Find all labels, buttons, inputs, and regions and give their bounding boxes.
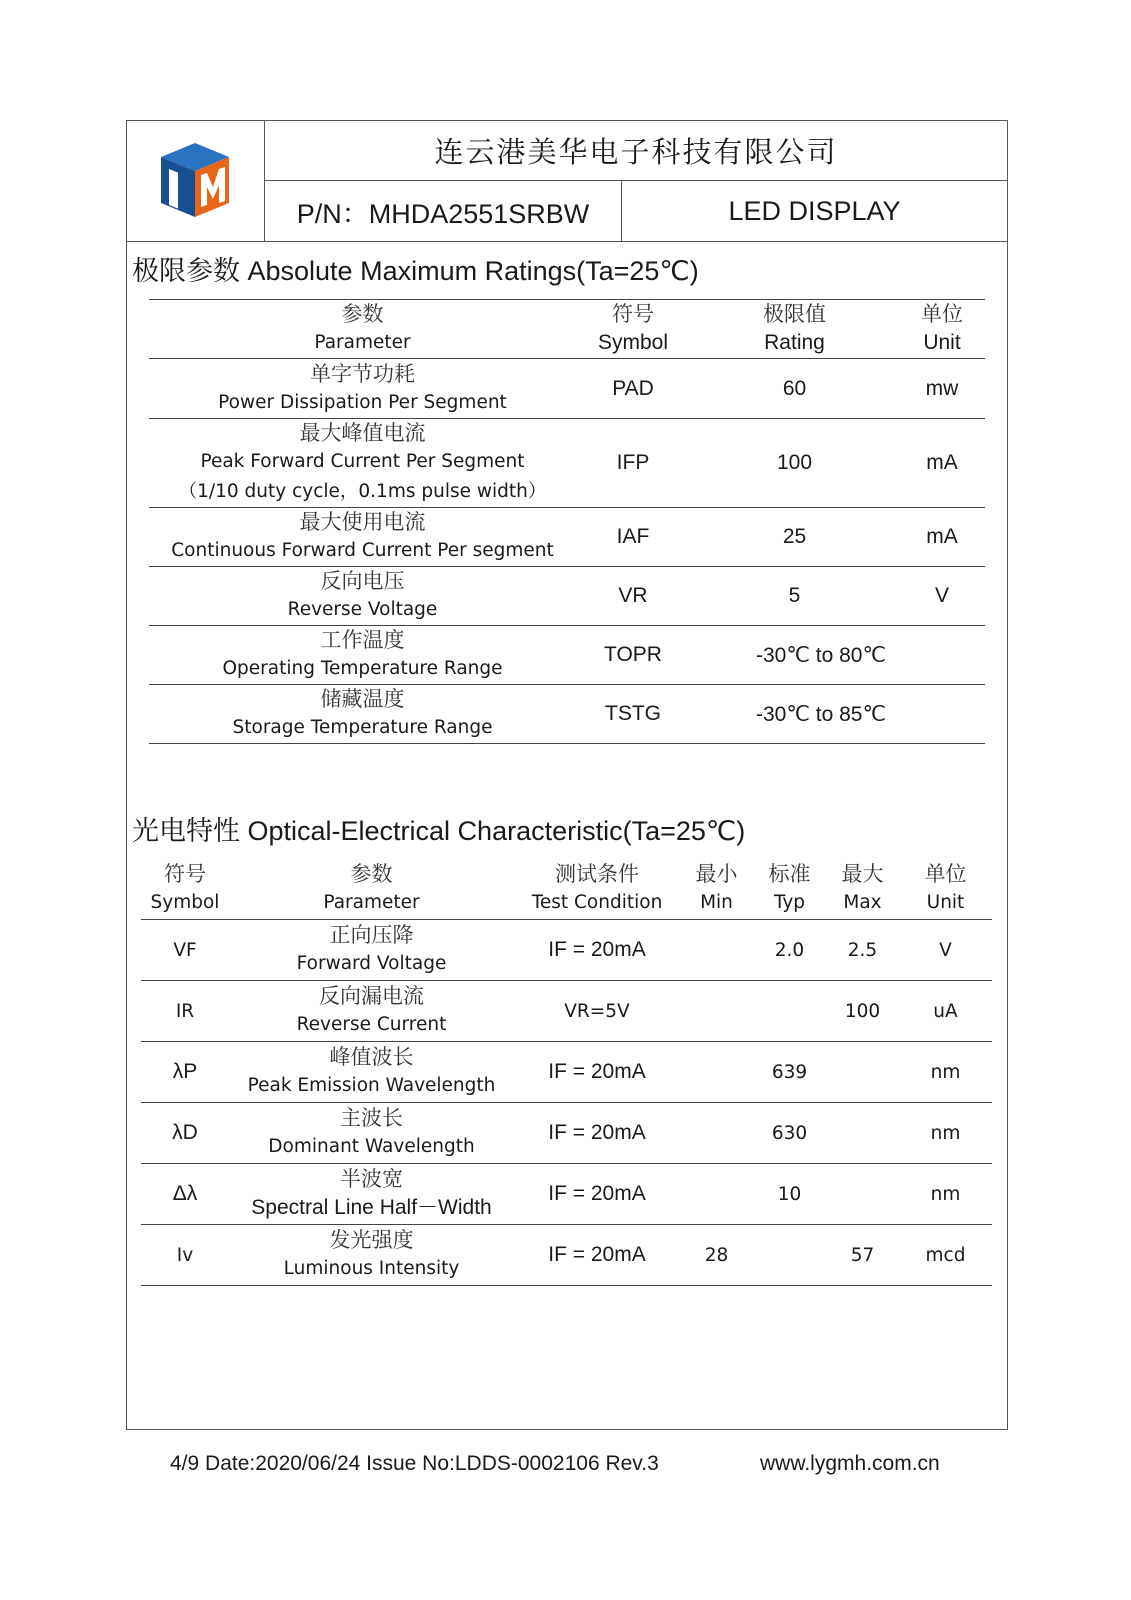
table-row — [149, 508, 985, 567]
table-row — [141, 981, 992, 1042]
param-cell: 主波长 Dominant Wavelength — [229, 1103, 514, 1164]
table-row — [141, 1164, 992, 1225]
mh-logo-icon — [157, 139, 233, 221]
min-cell: 28 — [680, 1225, 753, 1286]
condition-cell: IF = 20mA — [514, 1042, 680, 1103]
typ-cell — [753, 981, 826, 1042]
unit-cell: V — [899, 920, 992, 981]
typ-cell: 630 — [753, 1103, 826, 1164]
max-cell — [826, 1164, 899, 1225]
param-cell: 储藏温度 Storage Temperature Range — [149, 685, 576, 744]
header-min: 最小 Min — [680, 859, 753, 920]
header-parameter: 参数 Parameter — [149, 300, 576, 359]
footer-doc-info: 4/9 Date:2020/06/24 Issue No:LDDS-0002106 Rev.3 — [170, 1452, 659, 1475]
header-unit: 单位 Unit — [899, 859, 992, 920]
table-row — [149, 359, 985, 419]
max-cell: 57 — [826, 1225, 899, 1286]
amr-section-title: 极限参数 Absolute Maximum Ratings(Ta=25℃) — [132, 256, 699, 286]
unit-cell: nm — [899, 1164, 992, 1225]
rating-cell: 100 — [690, 419, 899, 508]
table-row — [149, 626, 985, 685]
table-row — [141, 1042, 992, 1103]
table-row — [141, 1103, 992, 1164]
param-cell: 工作温度 Operating Temperature Range — [149, 626, 576, 685]
unit-cell: nm — [899, 1042, 992, 1103]
param-cell: 反向漏电流 Reverse Current — [229, 981, 514, 1042]
param-cell: 反向电压 Reverse Voltage — [149, 567, 576, 626]
part-number: P/N：MHDA2551SRBW — [265, 181, 622, 241]
condition-cell: IF = 20mA — [514, 920, 680, 981]
header-symbol: 符号 Symbol — [576, 300, 690, 359]
min-cell — [680, 1103, 753, 1164]
table-row — [149, 685, 985, 744]
param-cell: 最大使用电流 Continuous Forward Current Per segment — [149, 508, 576, 567]
symbol-cell: VR — [576, 567, 690, 626]
rating-cell: 25 — [690, 508, 899, 567]
absolute-max-ratings-table — [149, 299, 985, 744]
symbol-cell: λD — [141, 1103, 229, 1164]
logo-cell — [127, 121, 265, 241]
max-cell — [826, 1042, 899, 1103]
param-cell: 最大峰值电流 Peak Forward Current Per Segment （1/10 duty cycle，0.1ms pulse width） — [149, 419, 576, 508]
oec-section-title: 光电特性 Optical-Electrical Characteristic(Ta=25℃) — [132, 816, 746, 846]
min-cell — [680, 920, 753, 981]
rating-cell: 60 — [690, 359, 899, 419]
typ-cell — [753, 1225, 826, 1286]
max-cell: 2.5 — [826, 920, 899, 981]
param-cell: 正向压降 Forward Voltage — [229, 920, 514, 981]
header-symbol: 符号 Symbol — [141, 859, 229, 920]
param-cell: 半波宽 Spectral Line Half－Width — [229, 1164, 514, 1225]
min-cell — [680, 981, 753, 1042]
unit-cell: V — [899, 567, 985, 626]
unit-cell: mA — [899, 419, 985, 508]
table-row — [149, 567, 985, 626]
table-header-row — [141, 859, 992, 920]
param-cell: 单字节功耗 Power Dissipation Per Segment — [149, 359, 576, 419]
table-row — [141, 920, 992, 981]
min-cell — [680, 1042, 753, 1103]
param-cell: 峰值波长 Peak Emission Wavelength — [229, 1042, 514, 1103]
header-parameter: 参数 Parameter — [229, 859, 514, 920]
symbol-cell: Δλ — [141, 1164, 229, 1225]
condition-cell: IF = 20mA — [514, 1225, 680, 1286]
symbol-cell: IFP — [576, 419, 690, 508]
unit-cell: mA — [899, 508, 985, 567]
header-divider — [127, 241, 1007, 242]
typ-cell: 2.0 — [753, 920, 826, 981]
symbol-cell: VF — [141, 920, 229, 981]
symbol-cell: Iv — [141, 1225, 229, 1286]
table-row — [141, 1225, 992, 1286]
condition-cell: IF = 20mA — [514, 1103, 680, 1164]
symbol-cell: λP — [141, 1042, 229, 1103]
table-header-row — [149, 300, 985, 359]
optical-electrical-table — [141, 859, 992, 1286]
condition-cell: IF = 20mA — [514, 1164, 680, 1225]
unit-cell: mcd — [899, 1225, 992, 1286]
header-test-condition: 测试条件 Test Condition — [514, 859, 680, 920]
header-rating: 极限值 Rating — [690, 300, 899, 359]
min-cell — [680, 1164, 753, 1225]
condition-cell: VR=5V — [514, 981, 680, 1042]
company-name: 连云港美华电子科技有限公司 — [265, 121, 1007, 181]
symbol-cell: TOPR — [576, 626, 690, 685]
header-max: 最大 Max — [826, 859, 899, 920]
param-cell: 发光强度 Luminous Intensity — [229, 1225, 514, 1286]
typ-cell: 639 — [753, 1042, 826, 1103]
symbol-cell: TSTG — [576, 685, 690, 744]
datasheet-frame — [126, 120, 1008, 1430]
max-cell: 100 — [826, 981, 899, 1042]
max-cell — [826, 1103, 899, 1164]
unit-cell: mw — [899, 359, 985, 419]
rating-cell: 5 — [690, 567, 899, 626]
product-type: LED DISPLAY — [728, 195, 901, 226]
rating-cell: -30℃ to 80℃ — [690, 626, 985, 685]
typ-cell: 10 — [753, 1164, 826, 1225]
footer-website[interactable]: www.lygmh.com.cn — [760, 1452, 940, 1475]
symbol-cell: IR — [141, 981, 229, 1042]
symbol-cell: PAD — [576, 359, 690, 419]
unit-cell: nm — [899, 1103, 992, 1164]
table-row — [149, 419, 985, 508]
header-unit: 单位 Unit — [899, 300, 985, 359]
unit-cell: uA — [899, 981, 992, 1042]
symbol-cell: IAF — [576, 508, 690, 567]
header-typ: 标准 Typ — [753, 859, 826, 920]
rating-cell: -30℃ to 85℃ — [690, 685, 985, 744]
